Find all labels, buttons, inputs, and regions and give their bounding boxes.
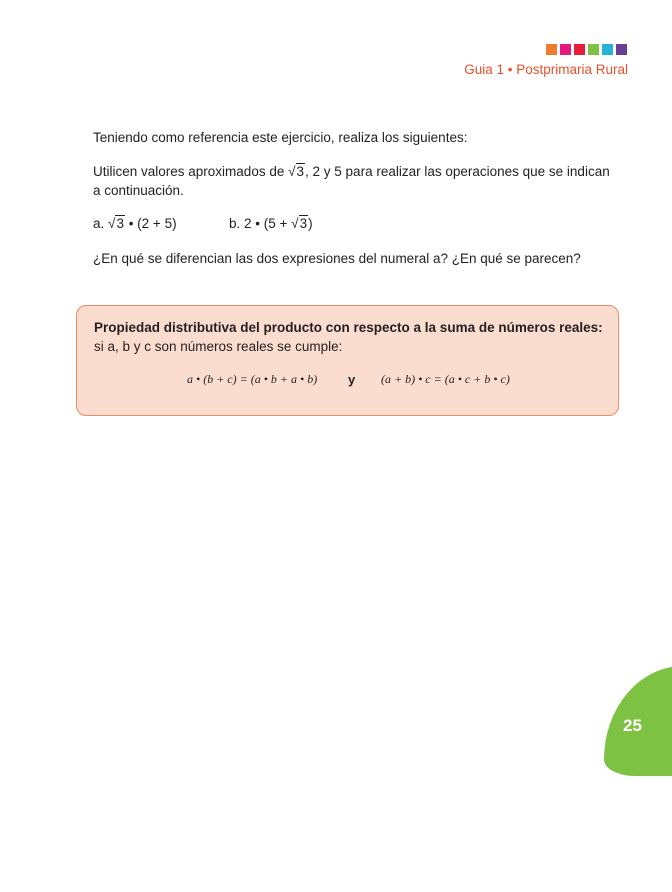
intro-paragraph: Teniendo como referencia este ejercicio, realiza los siguientes: bbox=[93, 130, 468, 145]
question-paragraph: ¿En qué se diferencian las dos expresiones del numeral a? ¿En qué se parecen? bbox=[93, 251, 581, 266]
color-square bbox=[574, 44, 585, 55]
item-b bbox=[229, 214, 313, 233]
color-square bbox=[588, 44, 599, 55]
sqrt-expression: √3 bbox=[291, 216, 308, 231]
guide-header: Guia 1 • Postprimaria Rural bbox=[464, 62, 628, 77]
formula-connector: y bbox=[348, 372, 356, 387]
sqrt-expression: √3 bbox=[288, 164, 305, 179]
formula-right: (a + b) • c = (a • c + b • c) bbox=[381, 372, 510, 386]
instruction-text-start: Utilicen valores aproximados de bbox=[93, 164, 289, 179]
color-squares bbox=[546, 44, 627, 55]
color-square bbox=[560, 44, 571, 55]
page-number: 25 bbox=[623, 716, 642, 735]
color-square bbox=[602, 44, 613, 55]
exercise-items bbox=[93, 214, 313, 233]
property-description: si a, b y c son números reales se cumple: bbox=[94, 339, 343, 354]
item-b-prefix: b. 2 • (5 + bbox=[229, 216, 292, 231]
formula-left: a • (b + c) = (a • b + a • b) bbox=[187, 372, 318, 386]
property-text bbox=[94, 318, 609, 356]
item-b-suffix: ) bbox=[308, 216, 313, 231]
radicand: 3 bbox=[296, 164, 305, 179]
item-a-suffix: • (2 + 5) bbox=[124, 216, 177, 231]
property-box bbox=[76, 305, 619, 416]
item-a bbox=[93, 216, 177, 231]
color-square bbox=[616, 44, 627, 55]
radicand: 3 bbox=[116, 216, 124, 231]
property-title: Propiedad distributiva del producto con respecto a la suma de números reales: bbox=[94, 320, 603, 335]
color-square bbox=[546, 44, 557, 55]
instruction-text-end: , 2 y 5 para realizar las operaciones que se indican a continuación. bbox=[93, 164, 610, 198]
radicand: 3 bbox=[299, 216, 308, 231]
item-a-prefix: a. bbox=[93, 216, 109, 231]
instruction-paragraph bbox=[93, 162, 613, 200]
sqrt-expression: √3 bbox=[108, 216, 124, 231]
